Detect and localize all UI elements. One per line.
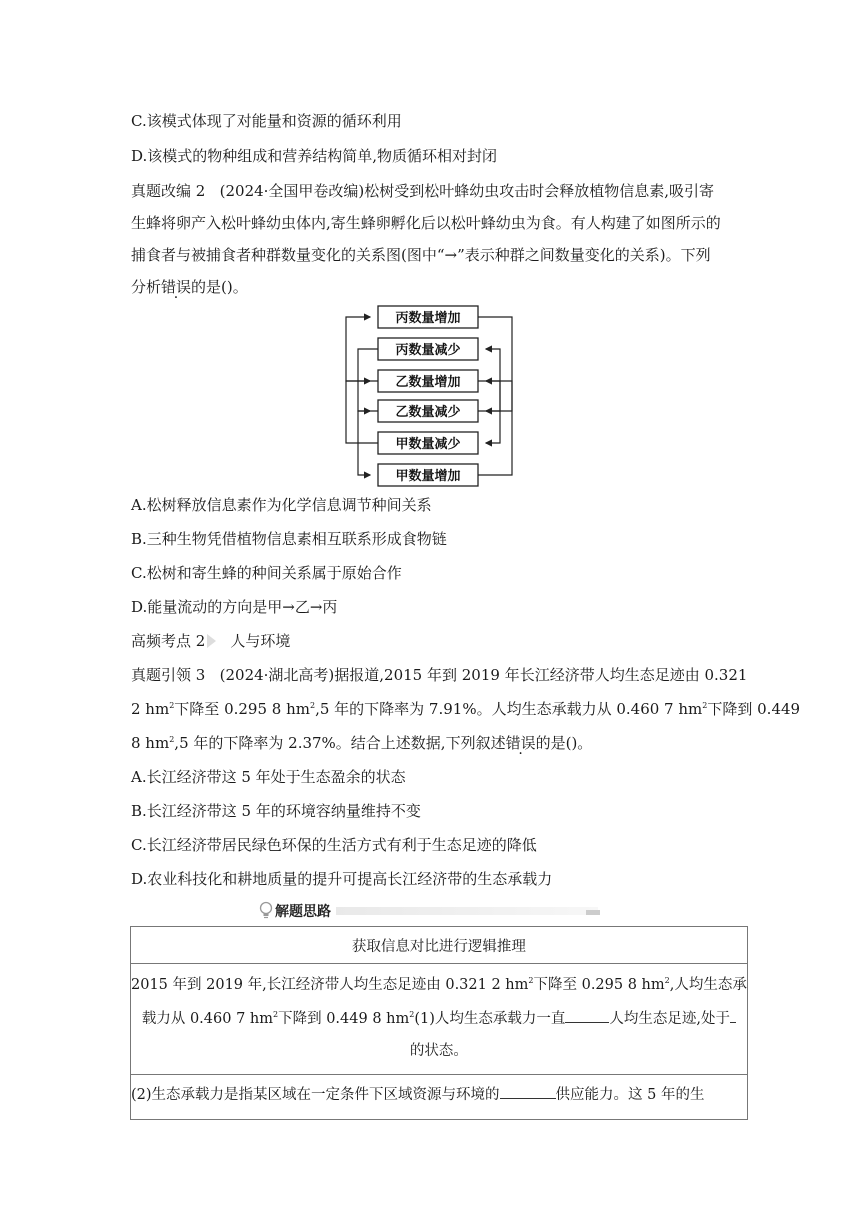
arrow-yi-dec-to-bing-dec [478, 349, 500, 411]
emphasis-text [161, 278, 191, 296]
cell-text: 下降至 0.295 8 hm [533, 977, 665, 993]
question-source: (2024·湖北高考) [219, 666, 335, 684]
cell-text: 下降到 0.449 8 hm [278, 1011, 410, 1027]
thinking-table [130, 926, 748, 1120]
option-c: C.该模式体现了对能量和资源的循环利用 [131, 112, 402, 130]
option-d: D.该模式的物种组成和营养结构简单,物质循环相对封闭 [131, 147, 498, 165]
option-b: B.长江经济带这 5 年的环境容纳量维持不变 [131, 802, 421, 820]
box-label: 乙数量减少 [395, 405, 461, 420]
option-c: C.松树和寄生蜂的种间关系属于原始合作 [131, 564, 402, 582]
question-label: 真题引领 3 [131, 666, 206, 684]
question-stem [131, 181, 714, 201]
cell-text: (1)人均生态承载力一直 [414, 1011, 566, 1027]
arrow-jia-inc-to-yi-inc [478, 381, 512, 475]
emphasis-text [506, 734, 536, 752]
arrow-bing-inc-to-yi-dec [478, 317, 512, 411]
lightbulb-icon [258, 901, 274, 919]
box-label: 甲数量增加 [395, 469, 461, 484]
cell-text: 人均生态足迹,处于 [609, 1011, 730, 1027]
arrow-yi-inc-to-jia-dec [478, 381, 500, 443]
cell-line [131, 1008, 747, 1030]
answer-blank[interactable] [730, 1022, 736, 1023]
superscript: 2 [702, 701, 708, 710]
section-chevron-icon [207, 634, 216, 648]
answer-blank[interactable] [565, 1022, 609, 1023]
section-title: 人与环境 [230, 632, 291, 650]
superscript: 2 [664, 976, 670, 985]
stem-line [131, 733, 592, 753]
superscript: 2 [309, 701, 316, 710]
stem-text: ,5 年的下降率为 7.91%。人均生态承载力从 0.460 7 hm [315, 700, 703, 718]
cell-line [131, 974, 747, 996]
box-label: 丙数量增加 [395, 311, 461, 326]
thinking-tag: 解题思路 [275, 904, 331, 920]
option-b: B.三种生物凭借植物信息素相互联系形成食物链 [131, 530, 447, 548]
stem-line: 捕食者与被捕食者种群数量变化的关系图(图中“→”表示种群之间数量变化的关系)。下列 [131, 246, 711, 264]
stem-text: 8 hm [131, 734, 170, 752]
superscript: 2 [169, 701, 175, 710]
section-label: 高频考点 2 [131, 632, 206, 650]
stem-text: 错误 [161, 278, 192, 296]
question-stem [131, 665, 747, 685]
table-cell [131, 1075, 748, 1120]
option-a: A.松树释放信息素作为化学信息调节种间关系 [131, 496, 432, 514]
option-d: D.农业科技化和耕地质量的提升可提高长江经济带的生态承载力 [131, 870, 553, 888]
box-label: 丙数量减少 [395, 343, 461, 358]
option-a: A.长江经济带这 5 年处于生态盈余的状态 [131, 768, 406, 786]
option-c: C.长江经济带居民绿色环保的生活方式有利于生态足迹的降低 [131, 836, 537, 854]
table-title: 获取信息对比进行逻辑推理 [131, 927, 748, 964]
option-d: D.能量流动的方向是甲→乙→丙 [131, 598, 338, 616]
stem-text: 据报道,2015 年到 2019 年长江经济带人均生态足迹由 0.321 [334, 666, 748, 684]
cell-line: 的状态。 [409, 1043, 468, 1059]
stem-text: 错误 [505, 734, 536, 752]
cell-text: 供应能力。这 5 年的生 [555, 1087, 705, 1103]
question-label: 真题改编 2 [131, 182, 206, 200]
stem-text: 2 hm [131, 700, 170, 718]
arrow-bing-dec-to-yi-inc [358, 349, 378, 411]
section-header [131, 631, 290, 651]
box-label: 乙数量增加 [395, 375, 461, 390]
cell-text: 载力从 0.460 7 hm [141, 1011, 273, 1027]
answer-blank[interactable] [500, 1098, 556, 1099]
stem-text: 松树受到松叶蜂幼虫攻击时会释放植物信息素,吸引寄 [364, 182, 715, 200]
population-diagram [330, 300, 530, 490]
stem-line: 生蜂将卵产入松叶蜂幼虫体内,寄生蜂卵孵化后以松叶蜂幼虫为食。有人构建了如图所示的 [131, 214, 721, 232]
cell-text: (2)生态承载力是指某区域在一定条件下区域资源与环境的 [131, 1087, 500, 1103]
stem-text: 下降至 0.295 8 hm [174, 700, 310, 718]
stem-line [131, 277, 248, 297]
stem-text: ,5 年的下降率为 2.37%。结合上述数据,下列叙述 [174, 734, 506, 752]
superscript: 2 [273, 1010, 279, 1019]
stem-text: 的是()。 [191, 278, 248, 296]
superscript: 2 [409, 1010, 415, 1019]
superscript: 2 [169, 735, 175, 744]
stem-text: 下降到 0.449 [707, 700, 801, 718]
cell-text: 2015 年到 2019 年,长江经济带人均生态足迹由 0.321 2 hm [131, 977, 529, 993]
superscript: 2 [528, 976, 534, 985]
question-source: (2024·全国甲卷改编) [219, 182, 365, 200]
table-cell [131, 964, 748, 1075]
stem-text: 的是()。 [535, 734, 593, 752]
stem-text: 分析 [131, 278, 162, 296]
box-label: 甲数量减少 [395, 437, 461, 452]
arrow-jia-dec-to-yi-dec [346, 381, 378, 443]
cell-text: ,人均生态承 [669, 977, 747, 993]
stem-line [131, 699, 800, 719]
